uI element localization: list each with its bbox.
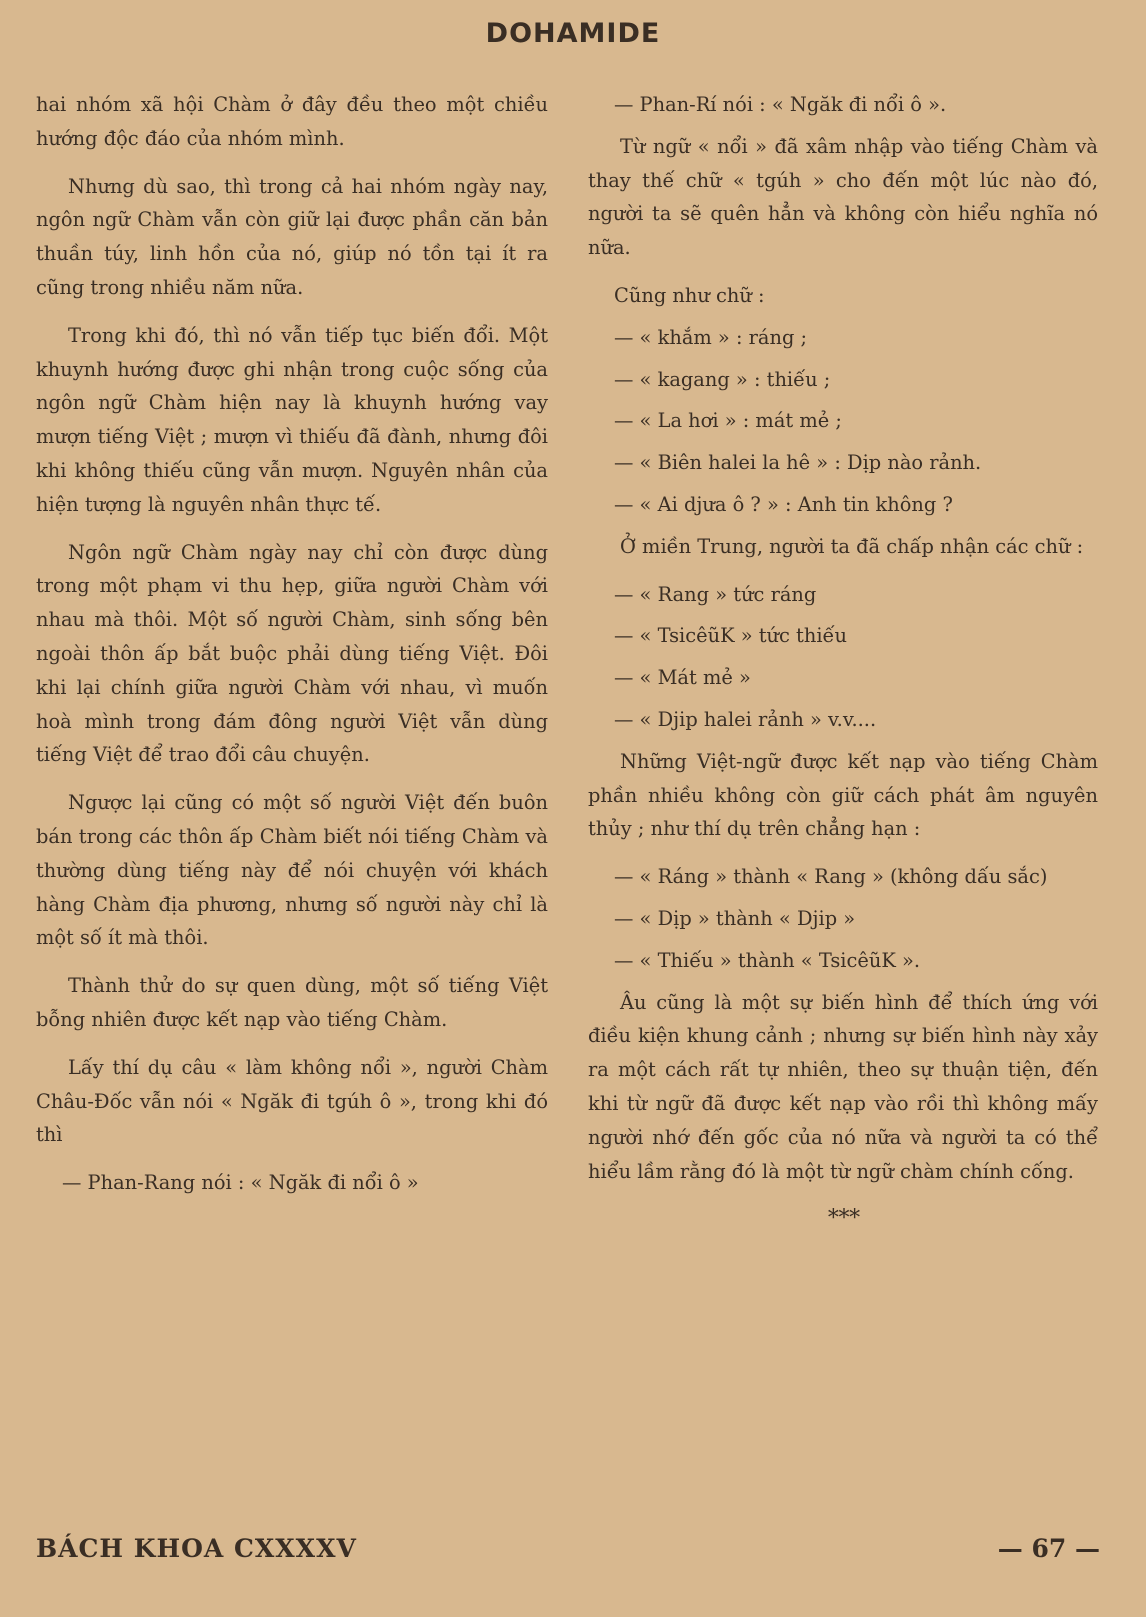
list-item: — « La hơi » : mát mẻ ; (614, 409, 842, 433)
page-number: — 67 — (997, 1534, 1100, 1563)
list-item: — « Dịp » thành « Djip » (614, 906, 856, 930)
paragraph: Nhưng dù sao, thì trong cả hai nhóm ngày nay, ngôn ngữ Chàm vẫn còn giữ lại được phần căn bản thuần túy, linh hồn của nó, giúp nó tồn tại ít ra cũng trong nhiều năm nữa. (36, 174, 548, 299)
list-item: — « Mát mẻ » (614, 666, 751, 690)
paragraph: Ở miền Trung, người ta đã chấp nhận các chữ : (620, 534, 1084, 558)
list-item: — « Ai djưa ô ? » : Anh tin không ? (614, 492, 953, 516)
left-column (36, 88, 548, 1214)
running-header: DOHAMIDE (485, 18, 661, 49)
paragraph: Lấy thí dụ câu « làm không nổi », người Chàm Châu-Đốc vẫn nói « Ngăk đi tgúh ô », trong khi đó thì (36, 1055, 548, 1147)
list-item: — « Djip halei rảnh » v.v.... (614, 707, 877, 731)
paragraph: Trong khi đó, thì nó vẫn tiếp tục biến đổi. Một khuynh hướng được ghi nhận trong cuộc sống của ngôn ngữ Chàm hiện nay là khuynh hướng vay mượn tiếng Việt ; mượn vì thiếu đã đành, nhưng đôi khi không thiếu cũng vẫn mượn. Nguyên nhân của hiện tượng là nguyên nhân thực tế. (36, 323, 548, 516)
paragraph: Ngược lại cũng có một số người Việt đến buôn bán trong các thôn ấp Chàm biết nói tiếng Chàm và thường dùng tiếng này để nói chuyện với khách hàng Chàm địa phương, nhưng số người này chỉ là một số ít mà thôi. (36, 791, 548, 950)
paragraph: Thành thử do sự quen dùng, một số tiếng Việt bỗng nhiên được kết nạp vào tiếng Chàm. (36, 974, 548, 1031)
paragraph: hai nhóm xã hội Chàm ở đây đều theo một chiều hướng độc đáo của nhóm mình. (36, 93, 548, 150)
paragraph: Âu cũng là một sự biến hình để thích ứng với điều kiện khung cảnh ; nhưng sự biến hình này xảy ra một cách rất tự nhiên, theo sự thuận tiện, đến khi từ ngữ đã được kết nạp vào rồi thì không mấy người nhớ đến gốc của nó nữa và người ta có thể hiểu lầm rằng đó là một từ ngữ chàm chính cống. (588, 990, 1098, 1183)
list-item: — « Rang » tức ráng (614, 582, 817, 606)
list-item: — « kagang » : thiếu ; (614, 367, 831, 391)
example-line: — Phan-Rang nói : « Ngăk đi nổi ô » (62, 1171, 419, 1195)
right-column (588, 88, 1098, 1236)
paragraph: Những Việt-ngữ được kết nạp vào tiếng Chàm phần nhiều không còn giữ cách phát âm nguyên thủy ; như thí dụ trên chẳng hạn : (588, 749, 1098, 841)
example-line: — Phan-Rí nói : « Ngăk đi nổi ô ». (614, 93, 947, 116)
list-item: — « Ráng » thành « Rang » (không dấu sắc) (614, 865, 1048, 889)
list-item: — « khắm » : ráng ; (614, 325, 808, 349)
paragraph: Ngôn ngữ Chàm ngày nay chỉ còn được dùng trong một phạm vi thu hẹp, giữa người Chàm với nhau mà thôi. Một số người Chàm, sinh sống bên ngoài thôn ấp bắt buộc phải dùng tiếng Việt. Đôi khi lại chính giữa người Chàm với nhau, vì muốn hoà mình trong đám đông người Việt vẫn dùng tiếng Việt để trao đổi câu chuyện. (36, 540, 548, 767)
section-end-dinkus: * * * (827, 1206, 859, 1232)
paragraph: Từ ngữ « nổi » đã xâm nhập vào tiếng Chàm và thay thế chữ « tgúh » cho đến một lúc nào đó, người ta sẽ quên hẳn và không còn hiểu nghĩa nó nữa. (588, 134, 1098, 260)
list-item: — « TsicêũK » tức thiếu (614, 624, 847, 648)
publication-footer: BÁCH KHOA CXXXXV (36, 1534, 357, 1563)
list-item: — « Thiếu » thành « TsicêũK ». (614, 948, 920, 972)
list-item: — « Biên halei la hê » : Dịp nào rảnh. (614, 451, 982, 475)
list-intro: Cũng như chữ : (614, 283, 765, 307)
